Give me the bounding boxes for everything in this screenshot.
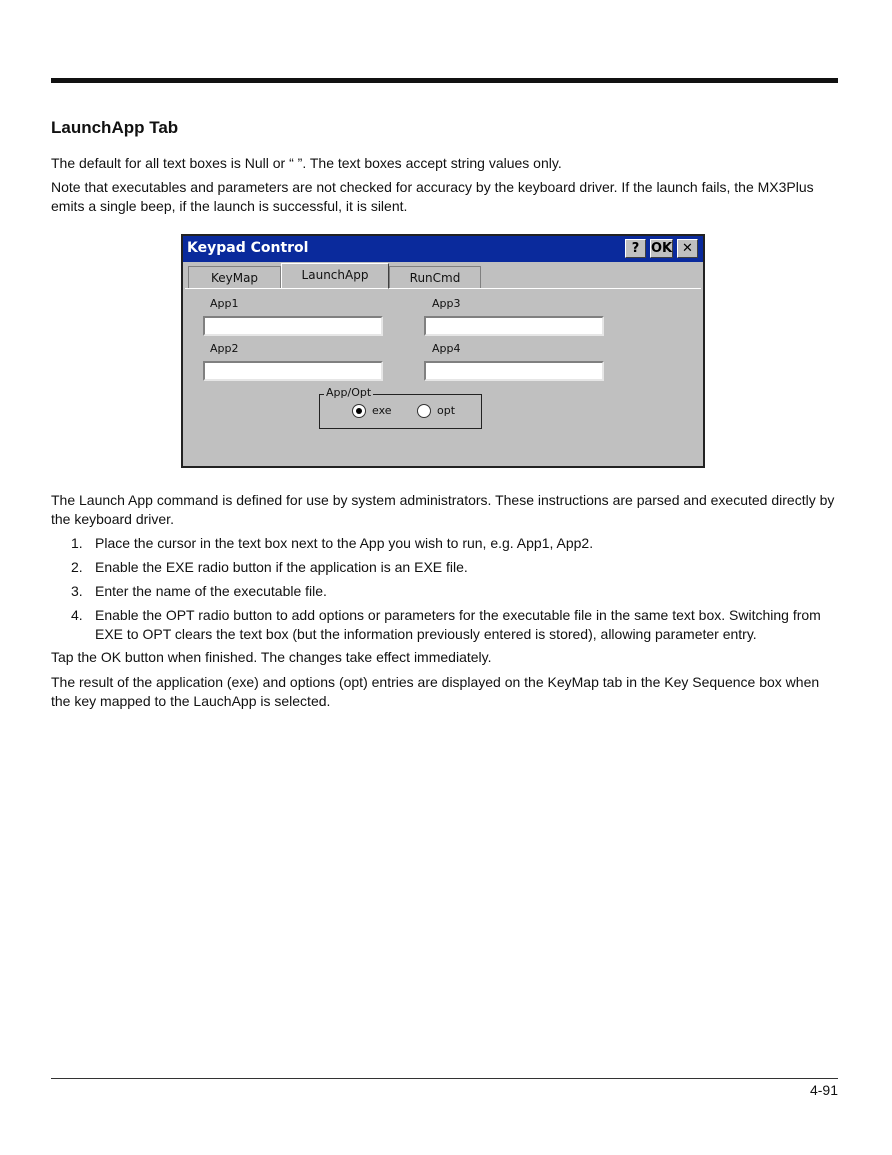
opt-radio-label: opt [437, 404, 456, 417]
step-text: Enter the name of the executable file. [95, 583, 327, 599]
tab-launchapp[interactable]: LaunchApp [281, 263, 389, 289]
app-opt-group-label: App/Opt [326, 386, 372, 399]
app2-input[interactable] [203, 361, 383, 381]
step-number: 3. [71, 583, 83, 599]
step-number: 2. [71, 559, 83, 575]
dialog-title: Keypad Control [187, 240, 309, 256]
step-text: Place the cursor in the text box next to the App you wish to run, e.g. App1, App2. [95, 535, 594, 551]
section-title: LaunchApp Tab [51, 118, 179, 137]
step-text: Enable the OPT radio button to add options or parameters for the executable file in the same text box. Switching from EXE to OPT clears the text box (but the information previously entered is stored), allowing parameter entry. [95, 607, 821, 642]
app3-input[interactable] [424, 316, 604, 336]
steps-list [51, 534, 841, 649]
step-number: 1. [71, 535, 83, 551]
intro-paragraph-2: Note that executables and parameters are not checked for accuracy by the keyboard driver. If the launch fails, the MX3Plus emits a single beep, if the launch is successful, it is silent. [51, 179, 814, 214]
keypad-control-dialog [181, 234, 705, 468]
intro-paragraph-1: The default for all text boxes is Null or “ ”. The text boxes accept string values only. [51, 155, 562, 171]
help-button[interactable]: ? [625, 239, 646, 258]
tab-keymap[interactable]: KeyMap [188, 266, 281, 288]
app4-input[interactable] [424, 361, 604, 381]
step-text: Enable the EXE radio button if the application is an EXE file. [95, 559, 468, 575]
app4-label: App4 [432, 342, 461, 355]
opt-radio[interactable] [417, 404, 431, 418]
tab-runcmd[interactable]: RunCmd [389, 266, 481, 288]
step-number: 4. [71, 607, 83, 623]
body-paragraph-2: Tap the OK button when finished. The changes take effect immediately. [51, 649, 492, 665]
app1-label: App1 [210, 297, 239, 310]
ok-button[interactable]: OK [651, 241, 673, 256]
tab-panel-border [185, 288, 701, 289]
app3-label: App3 [432, 297, 461, 310]
list-item [51, 558, 841, 577]
app1-input[interactable] [203, 316, 383, 336]
exe-radio-label: exe [372, 404, 392, 417]
app-opt-group [319, 386, 482, 429]
footer-rule [51, 1078, 838, 1079]
header-rule [51, 78, 838, 83]
app2-label: App2 [210, 342, 239, 355]
exe-radio[interactable] [352, 404, 366, 418]
close-button[interactable]: ✕ [677, 239, 698, 258]
list-item [51, 534, 841, 553]
list-item [51, 606, 841, 644]
list-item [51, 582, 841, 601]
body-paragraph-1: The Launch App command is defined for use by system administrators. These instructions are parsed and executed directly by the keyboard driver. [51, 492, 835, 527]
body-paragraph-3: The result of the application (exe) and options (opt) entries are displayed on the KeyMap tab in the Key Sequence box when the key mapped to the LauchApp is selected. [51, 674, 820, 709]
dialog-titlebar [183, 236, 703, 262]
page-number: 4-91 [809, 1082, 838, 1098]
